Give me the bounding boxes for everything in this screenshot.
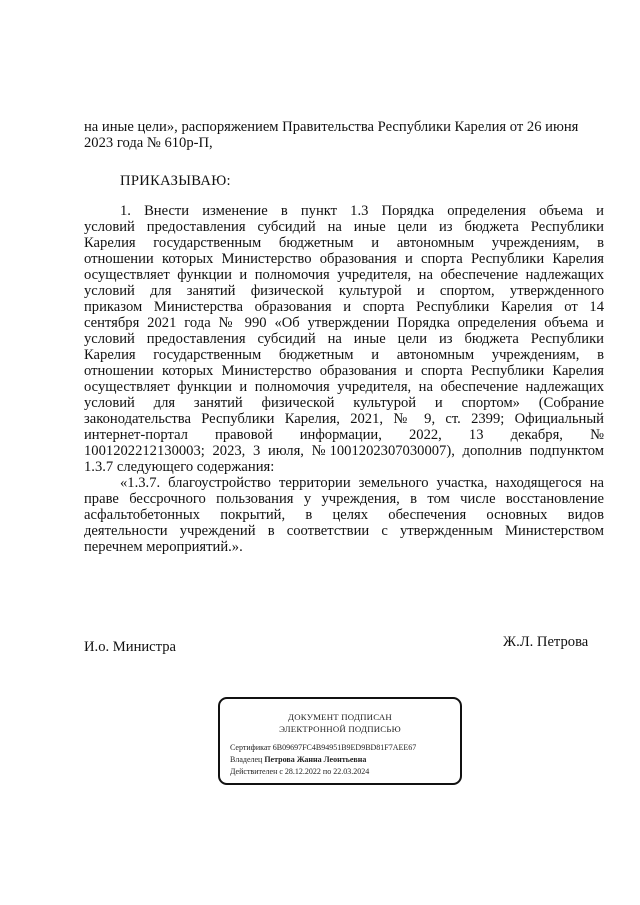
body-line: 1001202212130003; 2023, 3 июля, №1001202307030007), дополнив подпунктом — [84, 443, 604, 459]
body-line: законодательства Республики Карелия, 2021, № 9, ст. 2399; Официальный — [84, 411, 604, 427]
signer-title: И.о. Министра — [84, 639, 176, 655]
stamp-title-line-2: ЭЛЕКТРОННОЙ ПОДПИСЬЮ — [279, 724, 401, 734]
body-line: интернет-портал правовой информации, 2022, 13 декабря, № — [84, 427, 604, 443]
stamp-owner-row — [230, 755, 366, 764]
body-line: 1.3.7 следующего содержания: — [84, 459, 275, 475]
owner-value: Петрова Жанна Леонтьевна — [264, 755, 367, 764]
body-line: отношении которых Министерство образования и спорта Республики Карелия — [84, 251, 604, 267]
certificate-value: 6B09697FC4B94951B9ED9BD81F7AEE67 — [272, 743, 417, 752]
text-line-2: 2023 года № 610р-П, — [84, 135, 213, 151]
text-line-1: на иные цели», распоряжением Правительства Республики Карелия от 26 июня — [84, 119, 579, 135]
quote-line: асфальтобетонных покрытий, в целях обеспечения основных видов — [84, 507, 604, 523]
body-line: условий предоставления субсидий на иные цели из бюджета Республики — [84, 331, 604, 347]
body-line: осуществляет функции и полномочия учредителя, на обеспечение надлежащих — [84, 267, 604, 283]
valid-label: Действителен с — [230, 767, 283, 776]
body-line: условий предоставления субсидий на иные цели из бюджета Республики — [84, 219, 604, 235]
body-line: условий для занятий физической культурой и спортом» (Собрание — [84, 395, 604, 411]
body-line: отношении которых Министерство образования и спорта Республики Карелия — [84, 363, 604, 379]
body-line: осуществляет функции и полномочия учредителя, на обеспечение надлежащих — [84, 379, 604, 395]
order-heading: ПРИКАЗЫВАЮ: — [120, 173, 231, 189]
quote-line: перечнем мероприятий.». — [84, 539, 243, 555]
body-line: Карелия государственным бюджетным и автономным учреждениям, в — [84, 235, 604, 251]
body-line: приказом Министерства образования и спорта Республики Карелия от 14 — [84, 299, 604, 315]
body-line: 1. Внести изменение в пункт 1.3 Порядка определения объема и — [120, 203, 604, 219]
quote-line: «1.3.7. благоустройство территории земельного участка, находящегося на — [120, 475, 604, 491]
stamp-certificate-row — [230, 743, 416, 752]
owner-label: Владелец — [230, 755, 263, 764]
signer-name: Ж.Л. Петрова — [503, 634, 589, 650]
valid-from: 28.12.2022 — [284, 767, 321, 776]
stamp-validity-row — [230, 767, 369, 776]
valid-to-label: по — [322, 767, 332, 776]
body-line: условий для занятий физической культурой и спортом, утвержденного — [84, 283, 604, 299]
body-line: Карелия государственным бюджетным и автономным учреждениям, в — [84, 347, 604, 363]
stamp-title-line-1: ДОКУМЕНТ ПОДПИСАН — [288, 712, 392, 722]
body-line: сентября 2021 года № 990 «Об утверждении Порядка определения объема и — [84, 315, 604, 331]
certificate-label: Сертификат — [230, 743, 271, 752]
quote-line: праве бессрочного пользования у учреждения, в том числе восстановление — [84, 491, 604, 507]
quote-line: деятельности учреждений в соответствии с утвержденным Министерством — [84, 523, 604, 539]
valid-to: 22.03.2024 — [333, 767, 370, 776]
electronic-signature-stamp — [218, 697, 462, 785]
